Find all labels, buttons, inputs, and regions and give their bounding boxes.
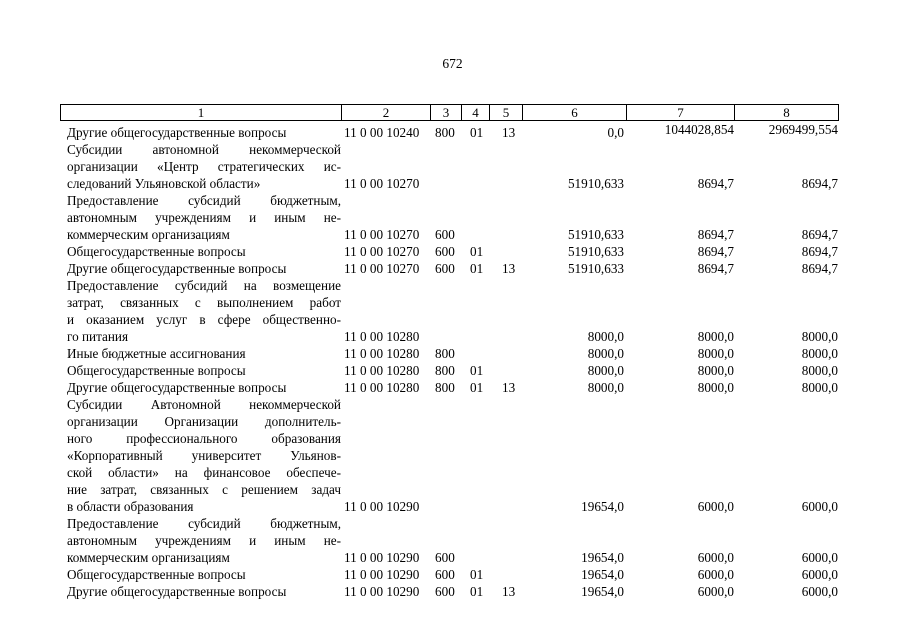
cell-rz: 01 [470, 244, 484, 259]
cell-code: 11 0 00 10280 [344, 380, 420, 395]
description-line: организации Организации дополнитель- [67, 414, 341, 429]
cell-value-6: 8000,0 [587, 380, 624, 395]
row-description [67, 515, 341, 566]
cell-code: 11 0 00 10270 [344, 261, 420, 276]
cell-value-6: 51910,633 [567, 244, 624, 259]
cell-code: 11 0 00 10290 [344, 499, 420, 514]
cell-value-8: 8000,0 [801, 329, 838, 344]
row-description [67, 192, 341, 243]
header-col-3: 3 [430, 105, 461, 120]
header-col-8: 8 [734, 105, 838, 120]
cell-value-8: 6000,0 [801, 567, 838, 582]
cell-vr: 600 [435, 261, 455, 276]
description-line: Иные бюджетные ассигнования [67, 346, 246, 361]
cell-pr: 13 [502, 584, 516, 599]
description-line: организации «Центр стратегических ис- [67, 159, 341, 174]
cell-value-6: 8000,0 [587, 346, 624, 361]
row-description [67, 243, 341, 260]
row-description [67, 277, 341, 345]
cell-value-7: 8000,0 [697, 346, 734, 361]
description-line: Другие общегосударственные вопросы [67, 125, 287, 140]
cell-value-8: 6000,0 [801, 584, 838, 599]
table-row [0, 583, 905, 600]
description-line: автономным учреждениям и иным не- [67, 533, 341, 548]
row-description [67, 379, 341, 396]
cell-rz: 01 [470, 261, 484, 276]
table-row [0, 277, 905, 345]
cell-rz: 01 [470, 363, 484, 378]
cell-value-7: 6000,0 [697, 550, 734, 565]
cell-rz: 01 [470, 584, 484, 599]
cell-value-6: 0,0 [607, 125, 624, 140]
table-row [0, 260, 905, 277]
cell-vr: 800 [435, 125, 455, 140]
cell-code: 11 0 00 10270 [344, 244, 420, 259]
row-description [67, 362, 341, 379]
cell-value-6: 51910,633 [567, 227, 624, 242]
description-line: ного профессионального образования [67, 431, 341, 446]
description-line: Другие общегосударственные вопросы [67, 584, 287, 599]
cell-value-8: 6000,0 [801, 550, 838, 565]
table-row [0, 515, 905, 566]
header-col-4: 4 [461, 105, 489, 120]
cell-code: 11 0 00 10290 [344, 567, 420, 582]
row-description [67, 566, 341, 583]
description-line: в области образования [67, 499, 194, 514]
cell-code: 11 0 00 10290 [344, 550, 420, 565]
cell-value-7: 8000,0 [697, 380, 734, 395]
cell-value-6: 19654,0 [581, 567, 624, 582]
description-line: Общегосударственные вопросы [67, 363, 246, 378]
cell-code: 11 0 00 10290 [344, 584, 420, 599]
description-line: Другие общегосударственные вопросы [67, 261, 287, 276]
table-row [0, 566, 905, 583]
description-line: Общегосударственные вопросы [67, 567, 246, 582]
description-line: автономным учреждениям и иным не- [67, 210, 341, 225]
description-line: Другие общегосударственные вопросы [67, 380, 287, 395]
cell-vr: 800 [435, 380, 455, 395]
cell-value-8: 8000,0 [801, 346, 838, 361]
header-col-6: 6 [522, 105, 626, 120]
header-col-5: 5 [489, 105, 522, 120]
description-line: Предоставление субсидий на возмещение [67, 278, 341, 293]
cell-value-7: 6000,0 [697, 499, 734, 514]
header-col-2: 2 [341, 105, 430, 120]
description-line: ние затрат, связанных с решением задач [67, 482, 341, 497]
cell-code: 11 0 00 10280 [344, 363, 420, 378]
cell-value-6: 8000,0 [587, 363, 624, 378]
page-number: 672 [442, 56, 463, 71]
row-description [67, 141, 341, 192]
description-line: коммерческим организациям [67, 227, 230, 242]
cell-vr: 800 [435, 363, 455, 378]
cell-value-7: 8000,0 [697, 363, 734, 378]
cell-code: 11 0 00 10240 [344, 125, 420, 140]
description-line: Предоставление субсидий бюджетным, [67, 193, 341, 208]
cell-value-7: 8694,7 [697, 261, 734, 276]
cell-vr: 600 [435, 227, 455, 242]
cell-value-8: 8000,0 [801, 363, 838, 378]
description-line: Общегосударственные вопросы [67, 244, 246, 259]
cell-value-7: 6000,0 [697, 584, 734, 599]
description-line: затрат, связанных с выполнением работ [67, 295, 341, 310]
table-row [0, 345, 905, 362]
cell-value-6: 51910,633 [567, 176, 624, 191]
row-description [67, 124, 341, 141]
row-description [67, 260, 341, 277]
description-line: ской области» на финансовое обеспече- [67, 465, 341, 480]
description-line: го питания [67, 329, 129, 344]
cell-value-7: 1044028,854 [664, 122, 734, 137]
cell-vr: 800 [435, 346, 455, 361]
description-line: коммерческим организациям [67, 550, 230, 565]
cell-code: 11 0 00 10280 [344, 329, 420, 344]
table-row [0, 141, 905, 192]
cell-value-6: 19654,0 [581, 499, 624, 514]
table-body [0, 124, 905, 600]
cell-code: 11 0 00 10280 [344, 346, 420, 361]
cell-value-7: 8694,7 [697, 176, 734, 191]
cell-value-6: 51910,633 [567, 261, 624, 276]
header-col-1: 1 [197, 105, 205, 120]
header-col-7: 7 [626, 105, 734, 120]
table-row [0, 124, 905, 141]
cell-value-7: 8694,7 [697, 227, 734, 242]
cell-vr: 600 [435, 567, 455, 582]
cell-value-8: 8694,7 [801, 244, 838, 259]
table-row [0, 192, 905, 243]
cell-vr: 600 [435, 550, 455, 565]
table-header [60, 104, 839, 121]
cell-value-6: 19654,0 [581, 584, 624, 599]
cell-value-8: 8694,7 [801, 176, 838, 191]
description-line: Субсидии автономной некоммерческой [67, 142, 341, 157]
cell-value-8: 2969499,554 [768, 122, 838, 137]
cell-value-8: 8694,7 [801, 227, 838, 242]
cell-value-6: 8000,0 [587, 329, 624, 344]
cell-rz: 01 [470, 125, 484, 140]
cell-value-7: 6000,0 [697, 567, 734, 582]
description-line: и оказанием услуг в сфере общественно- [67, 312, 341, 327]
cell-rz: 01 [470, 567, 484, 582]
row-description [67, 583, 341, 600]
cell-rz: 01 [470, 380, 484, 395]
cell-value-7: 8000,0 [697, 329, 734, 344]
row-description [67, 396, 341, 515]
description-line: Предоставление субсидий бюджетным, [67, 516, 341, 531]
cell-vr: 600 [435, 584, 455, 599]
table-row [0, 379, 905, 396]
description-line: «Корпоративный университет Ульянов- [67, 448, 341, 463]
cell-value-6: 19654,0 [581, 550, 624, 565]
description-line: следований Ульяновской области» [67, 176, 261, 191]
table-row [0, 243, 905, 260]
cell-value-7: 8694,7 [697, 244, 734, 259]
table-row [0, 396, 905, 515]
row-description [67, 345, 341, 362]
cell-code: 11 0 00 10270 [344, 176, 420, 191]
table-row [0, 362, 905, 379]
cell-value-8: 8694,7 [801, 261, 838, 276]
cell-code: 11 0 00 10270 [344, 227, 420, 242]
cell-pr: 13 [502, 261, 516, 276]
cell-pr: 13 [502, 125, 516, 140]
cell-vr: 600 [435, 244, 455, 259]
cell-pr: 13 [502, 380, 516, 395]
description-line: Субсидии Автономной некоммерческой [67, 397, 341, 412]
cell-value-8: 6000,0 [801, 499, 838, 514]
cell-value-8: 8000,0 [801, 380, 838, 395]
